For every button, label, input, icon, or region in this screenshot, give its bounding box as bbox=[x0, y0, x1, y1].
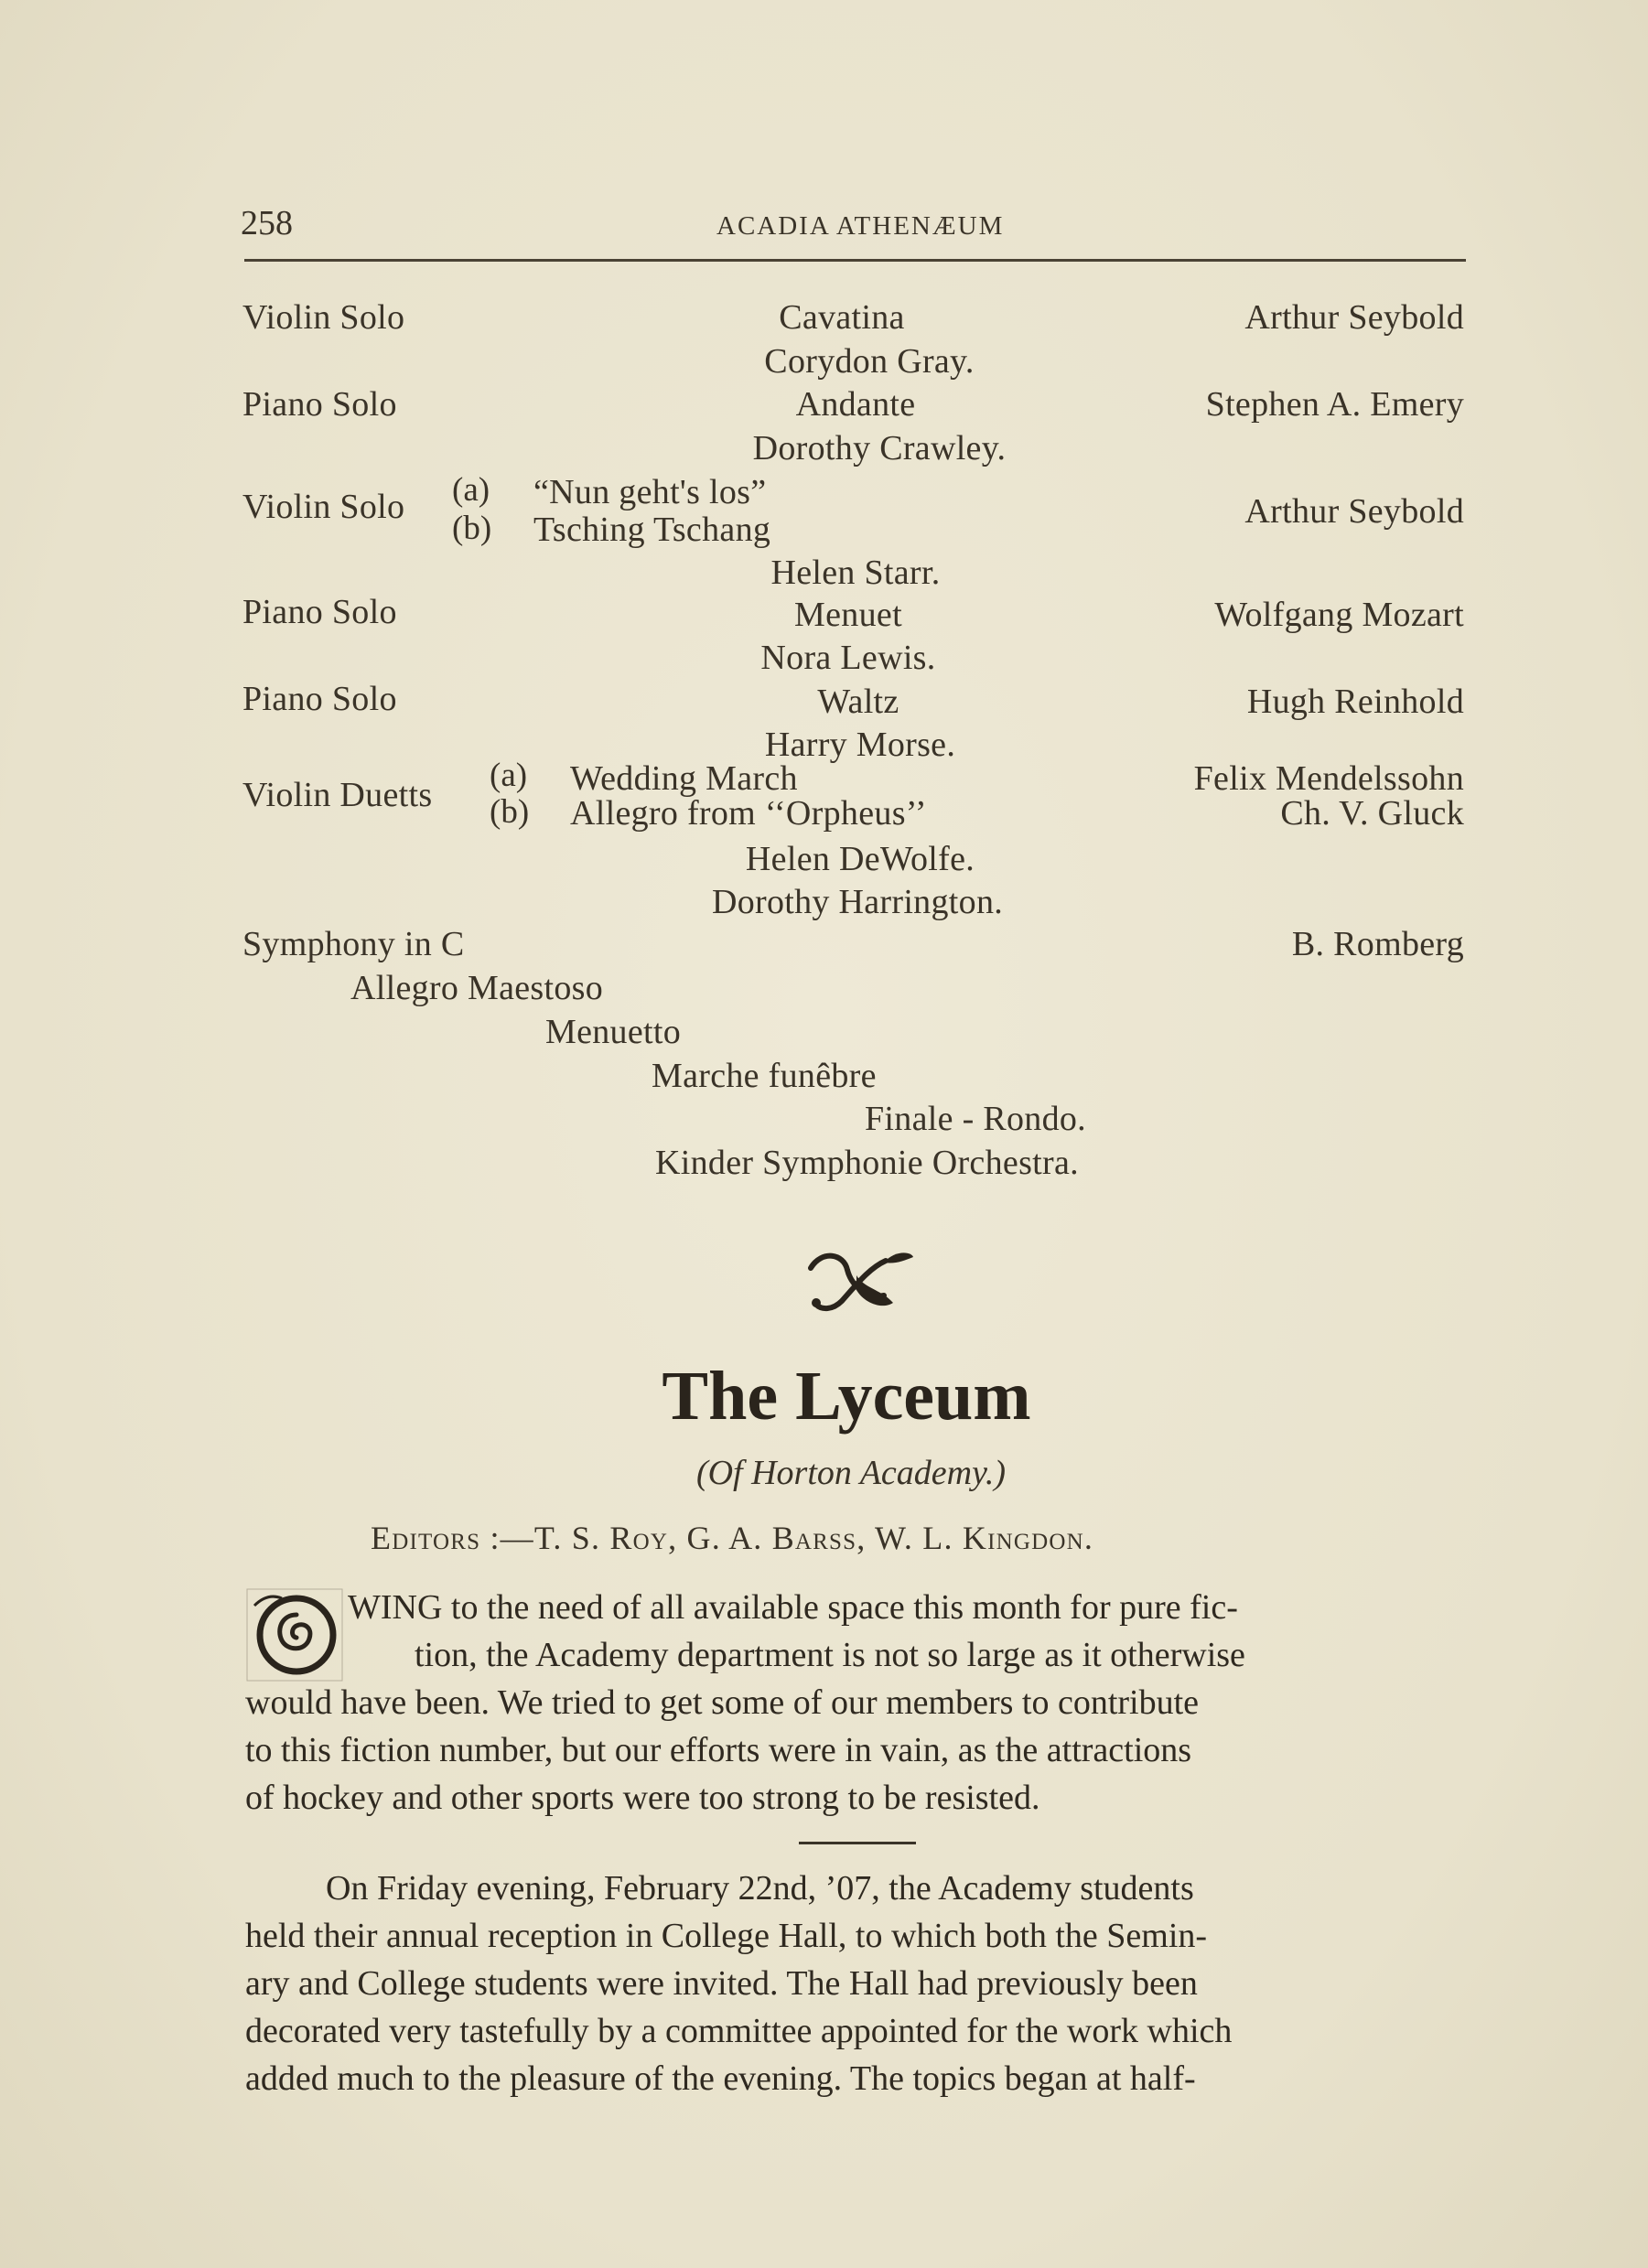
journal-title: ACADIA ATHENÆUM bbox=[716, 211, 1005, 241]
symphony-movement: Marche funêbre bbox=[652, 1057, 877, 1095]
header-rule bbox=[244, 259, 1466, 262]
program-piece-b: Tsching Tschang bbox=[533, 511, 771, 549]
section-title: The Lyceum bbox=[662, 1358, 1031, 1435]
editors-label: Editors bbox=[371, 1520, 481, 1556]
option-a-label: (a) bbox=[490, 757, 528, 794]
option-b-label: (b) bbox=[452, 510, 492, 547]
paragraph-line: WING to the need of all available space this month for pure fic- bbox=[348, 1588, 1238, 1627]
paragraph-line: ary and College students were invited. The Hall had previously been bbox=[245, 1964, 1198, 2003]
program-composer: Wolfgang Mozart bbox=[1214, 596, 1464, 634]
paragraph-2 bbox=[245, 1865, 1466, 2102]
program-performer: Helen DeWolfe. bbox=[745, 840, 975, 878]
paragraph-line: would have been. We tried to get some of our members to contribute bbox=[245, 1683, 1200, 1722]
program-performer: Nora Lewis. bbox=[760, 639, 936, 677]
paragraph-line: held their annual reception in College Hall, to which both the Semin- bbox=[245, 1917, 1208, 1955]
program-composer-b: Ch. V. Gluck bbox=[1280, 794, 1464, 833]
program-performer: Dorothy Harrington. bbox=[711, 883, 1004, 921]
editors-line bbox=[371, 1519, 1093, 1557]
program-performer: Dorothy Crawley. bbox=[752, 429, 1007, 468]
paragraph-1 bbox=[245, 1584, 1466, 1822]
section-divider bbox=[799, 1842, 916, 1844]
symphony-title: Symphony in C bbox=[242, 925, 465, 963]
program-instrument: Violin Duetts bbox=[242, 776, 433, 814]
option-b-label: (b) bbox=[490, 793, 530, 831]
symphony-movement: Finale - Rondo. bbox=[865, 1100, 1086, 1138]
editors-names: :—T. S. Roy, G. A. Barss, W. L. Kingdon. bbox=[490, 1520, 1094, 1556]
program-piece-a: “Nun geht's los” bbox=[533, 473, 767, 511]
program-instrument: Violin Solo bbox=[242, 488, 405, 526]
paragraph-line: On Friday evening, February 22nd, ’07, the Academy students bbox=[326, 1869, 1194, 1908]
program-instrument: Violin Solo bbox=[242, 298, 405, 337]
program-piece-a: Wedding March bbox=[570, 759, 798, 798]
program-composer: Arthur Seybold bbox=[1244, 298, 1464, 337]
program-piece: Waltz bbox=[817, 683, 899, 721]
paragraph-line: decorated very tastefully by a committee appointed for the work which bbox=[245, 2012, 1233, 2050]
program-composer: Arthur Seybold bbox=[1244, 492, 1464, 531]
program-composer: Hugh Reinhold bbox=[1246, 683, 1464, 721]
program-piece-b: Allegro from ‘‘Orpheus’’ bbox=[570, 794, 927, 833]
fleuron-ornament-icon bbox=[805, 1244, 915, 1317]
option-a-label: (a) bbox=[452, 471, 490, 509]
program-instrument: Piano Solo bbox=[242, 593, 397, 631]
program-composer-a: Felix Mendelssohn bbox=[1193, 759, 1464, 798]
paragraph-line: to this fiction number, but our efforts were in vain, as the attractions bbox=[245, 1731, 1192, 1769]
program-piece: Andante bbox=[795, 385, 916, 424]
paragraph-line: of hockey and other sports were too strong to be resisted. bbox=[245, 1779, 1040, 1817]
symphony-movement: Allegro Maestoso bbox=[350, 969, 604, 1007]
program-performer: Helen Starr. bbox=[770, 554, 941, 592]
program-instrument: Piano Solo bbox=[242, 680, 397, 718]
program-piece: Menuet bbox=[794, 596, 902, 634]
symphony-movement: Menuetto bbox=[545, 1013, 682, 1051]
program-piece: Cavatina bbox=[779, 298, 905, 337]
program-performer: Corydon Gray. bbox=[764, 342, 975, 381]
paragraph-line: added much to the pleasure of the evening. The topics began at half- bbox=[245, 2059, 1196, 2098]
program-composer: Stephen A. Emery bbox=[1205, 385, 1464, 424]
program-instrument: Piano Solo bbox=[242, 385, 397, 424]
symphony-composer: B. Romberg bbox=[1291, 925, 1464, 963]
paragraph-line: tion, the Academy department is not so large as it otherwise bbox=[415, 1636, 1245, 1674]
program-performer: Harry Morse. bbox=[764, 726, 956, 764]
symphony-performer: Kinder Symphonie Orchestra. bbox=[655, 1144, 1079, 1182]
section-subtitle: (Of Horton Academy.) bbox=[695, 1454, 1007, 1492]
page-number: 258 bbox=[241, 204, 293, 242]
